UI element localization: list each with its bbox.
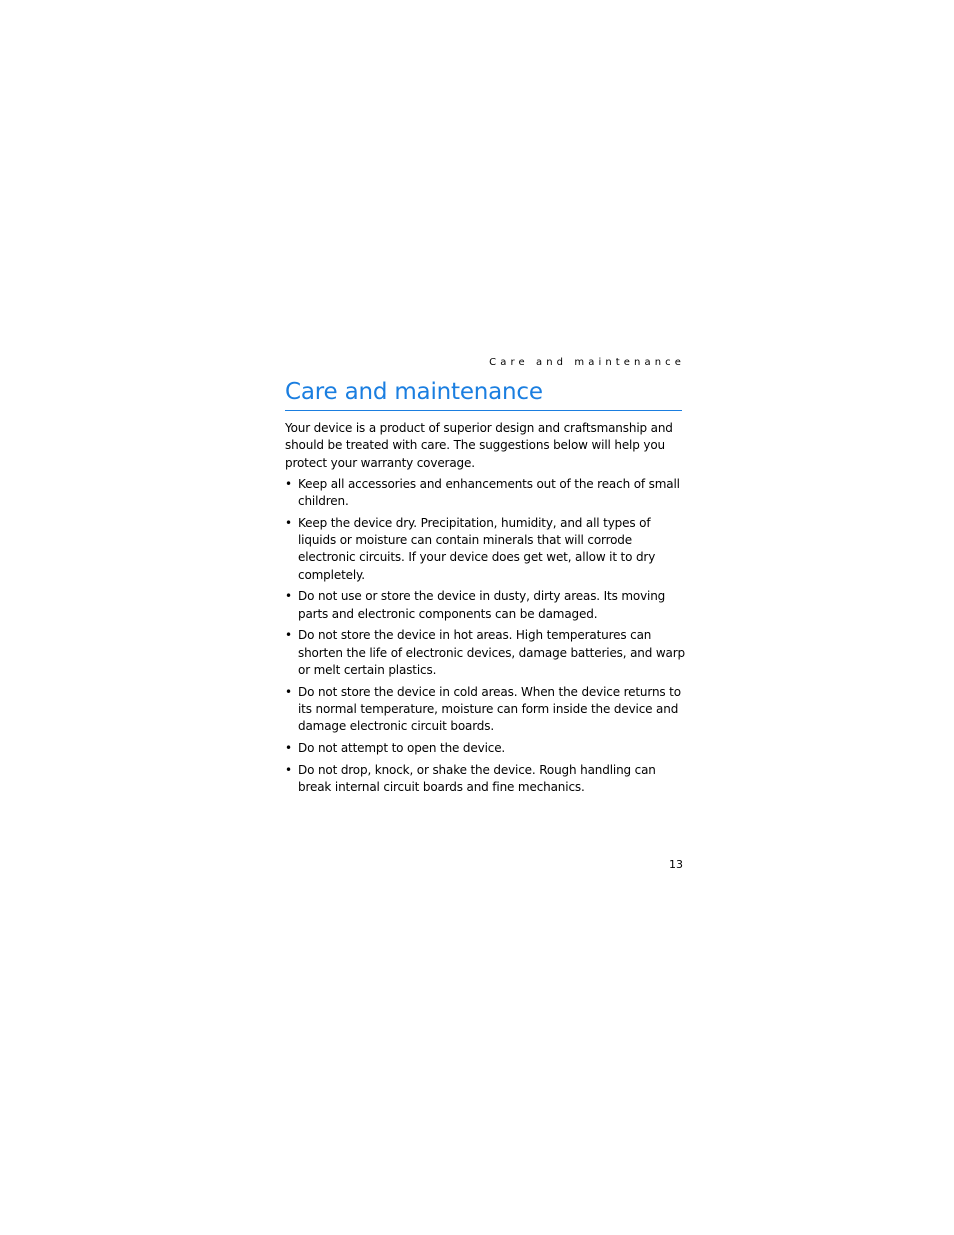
list-item bbox=[285, 476, 685, 511]
running-header: Care and maintenance bbox=[489, 357, 685, 368]
list-item-text: Keep the device dry. Precipitation, humidity, and all types of liquids or moisture can contain minerals that will corrode electronic circuits. If your device does get wet, allow it to dry completely. bbox=[298, 515, 656, 582]
bullet-icon: • bbox=[285, 684, 292, 699]
list-item bbox=[285, 515, 685, 584]
list-item-text: Do not use or store the device in dusty, dirty areas. Its moving parts and electronic components can be damaged. bbox=[298, 589, 666, 621]
bullet-icon: • bbox=[285, 762, 292, 777]
list-item bbox=[285, 762, 685, 797]
intro-paragraph: Your device is a product of superior design and craftsmanship and should be treated with care. The suggestions below will help you protect your warranty coverage. bbox=[285, 421, 673, 470]
list-item-text: Do not store the device in hot areas. High temperatures can shorten the life of electronic devices, damage batteries, and warp or melt certain plastics. bbox=[298, 628, 686, 678]
list-item bbox=[285, 627, 685, 679]
bullet-icon: • bbox=[285, 589, 292, 604]
body-content bbox=[285, 420, 685, 801]
list-item-text: Do not store the device in cold areas. When the device returns to its normal temperature, moisture can form inside the device and damage electronic circuit boards. bbox=[298, 684, 681, 734]
list-item bbox=[285, 740, 685, 757]
bullet-icon: • bbox=[285, 741, 292, 755]
care-guidelines-list bbox=[285, 476, 685, 796]
list-item-text: Keep all accessories and enhancements out of the reach of small children. bbox=[298, 476, 680, 509]
list-item bbox=[285, 684, 685, 736]
bullet-icon: • bbox=[285, 515, 292, 530]
list-item-text: Do not attempt to open the device. bbox=[298, 741, 506, 755]
bullet-icon: • bbox=[285, 628, 292, 643]
page-number: 13 bbox=[669, 858, 683, 871]
page-title: Care and maintenance bbox=[285, 379, 543, 405]
list-item bbox=[285, 588, 685, 623]
list-item-text: Do not drop, knock, or shake the device. Rough handling can break internal circuit boards and fine mechanics. bbox=[298, 762, 656, 794]
bullet-icon: • bbox=[285, 476, 292, 491]
title-divider bbox=[285, 410, 682, 411]
